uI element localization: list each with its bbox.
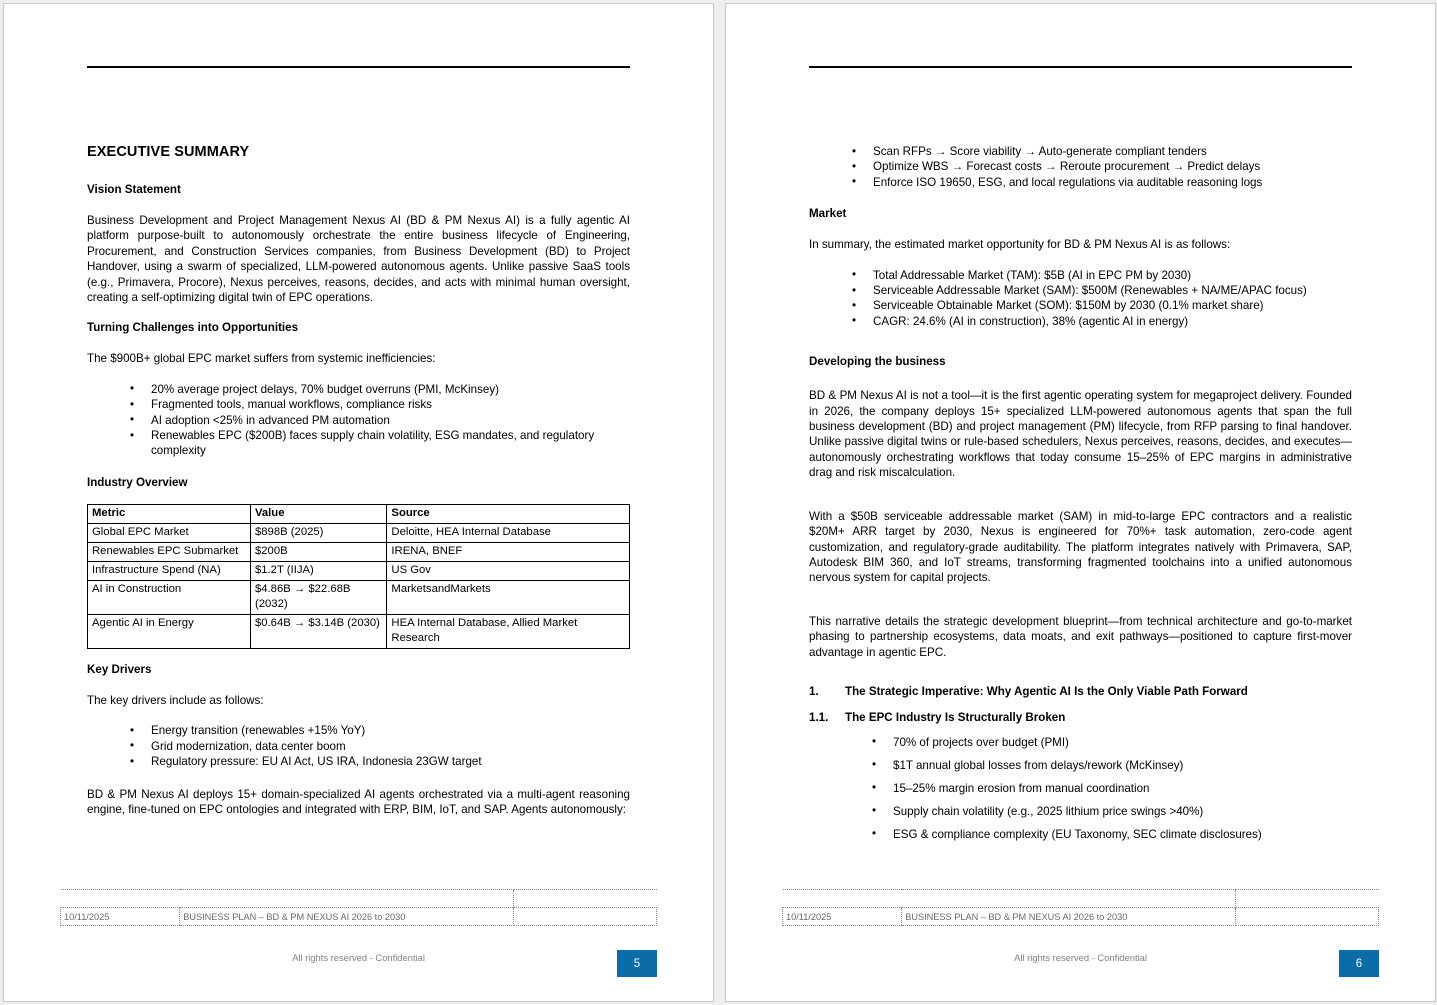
list-challenges (87, 382, 630, 459)
list-item: • Serviceable Addressable Market (SAM): $500M (Renewables + NA/ME/APAC focus) (852, 283, 1352, 298)
footer-date: 10/11/2025 (783, 908, 902, 926)
table-cell-value: $898B (2025) (250, 523, 386, 542)
footer-cell-empty (180, 890, 514, 908)
footer-cell-empty (513, 890, 656, 908)
list-agent-capabilities (809, 144, 1352, 190)
table-row (88, 614, 630, 648)
footer-date: 10/11/2025 (61, 908, 180, 926)
paragraph-developing-2: With a $50B serviceable addressable market (SAM) in mid-to-large EPC contractors and a realistic $20M+ ARR target by 2030, Nexus is engineered for 70%+ task automation, zero-code agent customization, and regulatory-grade auditability. The platform integrates natively with Primavera, SAP, Autodesk BIM 360, and IoT streams, transforming fragmented toolchains into a unified autonomous nervous system for capital projects. (809, 509, 1352, 585)
table-row (88, 523, 630, 542)
table-cell-metric: Renewables EPC Submarket (88, 542, 251, 561)
list-item: • Total Addressable Market (TAM): $5B (AI in EPC PM by 2030) (852, 268, 1352, 283)
industry-overview-table (87, 504, 630, 649)
section-number: 1.1. (809, 710, 829, 724)
table-row (88, 580, 630, 614)
list-item: • Regulatory pressure: EU AI Act, US IRA, Indonesia 23GW target (130, 754, 630, 769)
document-page-6 (725, 3, 1436, 1002)
list-epc-broken (809, 735, 1352, 842)
list-item: • Supply chain volatility (e.g., 2025 lithium price swings >40%) (872, 804, 1352, 819)
section-title: The Strategic Imperative: Why Agentic AI Is the Only Viable Path Forward (845, 684, 1248, 698)
list-item: • Renewables EPC ($200B) faces supply chain volatility, ESG mandates, and regulatory complexity (130, 428, 630, 459)
page-content-left (87, 144, 630, 833)
paragraph-vision: Business Development and Project Management Nexus AI (BD & PM Nexus AI) is a fully agentic AI platform purpose-built to autonomously orchestrate the entire business lifecycle of Engineering, Procurement, and Construction Services companies, from Business Development (BD) to Project Handover, using a swarm of specialized, LLM-powered autonomous agents. Unlike passive SaaS tools (e.g., Primavera, Procore), Nexus perceives, reasons, decides, and acts with minimal human oversight, creating a self-optimizing digital twin of EPC operations. (87, 214, 630, 305)
table-cell-source: IRENA, BNEF (387, 542, 630, 561)
heading-key-drivers: Key Drivers (87, 662, 152, 676)
paragraph-market-lead: In summary, the estimated market opportunity for BD & PM Nexus AI is as follows: (809, 238, 1231, 252)
confidential-notice: All rights reserved - Confidential (1014, 952, 1147, 963)
table-cell-source: US Gov (387, 561, 630, 580)
footer-row-bottom (783, 908, 1379, 926)
table-col-header-source: Source (387, 504, 630, 523)
list-market-opportunity (809, 268, 1352, 330)
table-cell-source: MarketsandMarkets (387, 580, 630, 614)
table-cell-value: $200B (250, 542, 386, 561)
footer-cell-empty (1235, 890, 1378, 908)
list-item: • ESG & compliance complexity (EU Taxonomy, SEC climate disclosures) (872, 827, 1352, 842)
footer-cell-empty (783, 890, 902, 908)
confidential-notice: All rights reserved - Confidential (292, 952, 425, 963)
paragraph-agents-closing: BD & PM Nexus AI deploys 15+ domain-specialized AI agents orchestrated via a multi-agent reasoning engine, fine-tuned on EPC ontologies and integrated with ERP, BIM, IoT, and SAP. Agents autonomously: (87, 787, 630, 816)
paragraph-developing-1: BD & PM Nexus AI is not a tool—it is the first agentic operating system for megaproject delivery. Founded in 2026, the company deploys 15+ specialized LLM-powered autonomous agents that span the full business development (BD) and project management (PM) lifecycle, from RFP parsing to final handover. Unlike passive digital twins or rule-based schedulers, Nexus perceives, reasons, decides, and executes—autonomously orchestrating workflows that today consume 15–25% of EPC margins in administrative drag and risk miscalculation. (809, 389, 1352, 480)
page-number-badge: 6 (1339, 950, 1379, 977)
heading-section-1-1 (809, 711, 1352, 724)
heading-developing-the-business: Developing the business (809, 355, 946, 369)
footer-cell-empty (61, 890, 180, 908)
table-col-header-metric: Metric (88, 504, 251, 523)
list-key-drivers (87, 723, 630, 769)
table-cell-metric: Infrastructure Spend (NA) (88, 561, 251, 580)
page-content-right (809, 144, 1352, 859)
list-item: • Scan RFPs → Score viability → Auto-generate compliant tenders (852, 144, 1352, 159)
section-number: 1. (809, 684, 819, 698)
table-cell-metric: AI in Construction (88, 580, 251, 614)
page-footer-grid (782, 889, 1379, 927)
list-item: • Fragmented tools, manual workflows, compliance risks (130, 397, 630, 412)
table-header-row (88, 504, 630, 523)
paragraph-challenges-lead: The $900B+ global EPC market suffers from systemic inefficiencies: (87, 352, 436, 366)
heading-section-1 (809, 685, 1352, 698)
list-item: • 15–25% margin erosion from manual coordination (872, 781, 1352, 796)
paragraph-developing-3: This narrative details the strategic development blueprint—from technical architecture and go-to-market phasing to partnership ecosystems, data moats, and exit pathways—positioned to capture first-mover advantage in agentic EPC. (809, 614, 1352, 659)
heading-turning-challenges: Turning Challenges into Opportunities (87, 321, 299, 335)
list-item: • CAGR: 24.6% (AI in construction), 38% (agentic AI in energy) (852, 314, 1352, 329)
page-header-rule (87, 66, 630, 68)
heading-industry-overview: Industry Overview (87, 475, 188, 489)
section-title: The EPC Industry Is Structurally Broken (845, 710, 1066, 724)
table-cell-metric: Global EPC Market (88, 523, 251, 542)
list-item: • Enforce ISO 19650, ESG, and local regulations via auditable reasoning logs (852, 175, 1352, 190)
table-row (88, 561, 630, 580)
list-item: • 20% average project delays, 70% budget overruns (PMI, McKinsey) (130, 382, 630, 397)
table-cell-value: $0.64B → $3.14B (2030) (250, 614, 386, 648)
table-cell-metric: Agentic AI in Energy (88, 614, 251, 648)
footer-cell-empty (513, 908, 656, 926)
document-page-5 (3, 3, 714, 1002)
list-item: • Grid modernization, data center boom (130, 739, 630, 754)
footer-row-top (61, 890, 657, 908)
page-title: EXECUTIVE SUMMARY (87, 144, 250, 160)
list-item: • AI adoption <25% in advanced PM automation (130, 413, 630, 428)
table-cell-value: $1.2T (IIJA) (250, 561, 386, 580)
list-item: • Energy transition (renewables +15% YoY) (130, 723, 630, 738)
list-item: • Optimize WBS → Forecast costs → Reroute procurement → Predict delays (852, 159, 1352, 174)
table-cell-value: $4.86B → $22.68B (2032) (250, 580, 386, 614)
footer-cell-empty (902, 890, 1236, 908)
paragraph-drivers-lead: The key drivers include as follows: (87, 693, 264, 707)
page-footer-grid (60, 889, 657, 927)
footer-document-title: BUSINESS PLAN – BD & PM NEXUS AI 2026 to 2030 (902, 908, 1236, 926)
footer-document-title: BUSINESS PLAN – BD & PM NEXUS AI 2026 to 2030 (180, 908, 514, 926)
page-number-badge: 5 (617, 950, 657, 977)
heading-vision-statement: Vision Statement (87, 183, 181, 196)
table-col-header-value: Value (250, 504, 386, 523)
table-row (88, 542, 630, 561)
footer-row-bottom (61, 908, 657, 926)
table-cell-source: Deloitte, HEA Internal Database (387, 523, 630, 542)
list-item: • Serviceable Obtainable Market (SOM): $150M by 2030 (0.1% market share) (852, 298, 1352, 313)
heading-market: Market (809, 207, 847, 221)
footer-cell-empty (1235, 908, 1378, 926)
table-cell-source: HEA Internal Database, Allied Market Research (387, 614, 630, 648)
footer-row-top (783, 890, 1379, 908)
list-item: • $1T annual global losses from delays/rework (McKinsey) (872, 758, 1352, 773)
page-header-rule (809, 66, 1352, 68)
list-item: • 70% of projects over budget (PMI) (872, 735, 1352, 750)
